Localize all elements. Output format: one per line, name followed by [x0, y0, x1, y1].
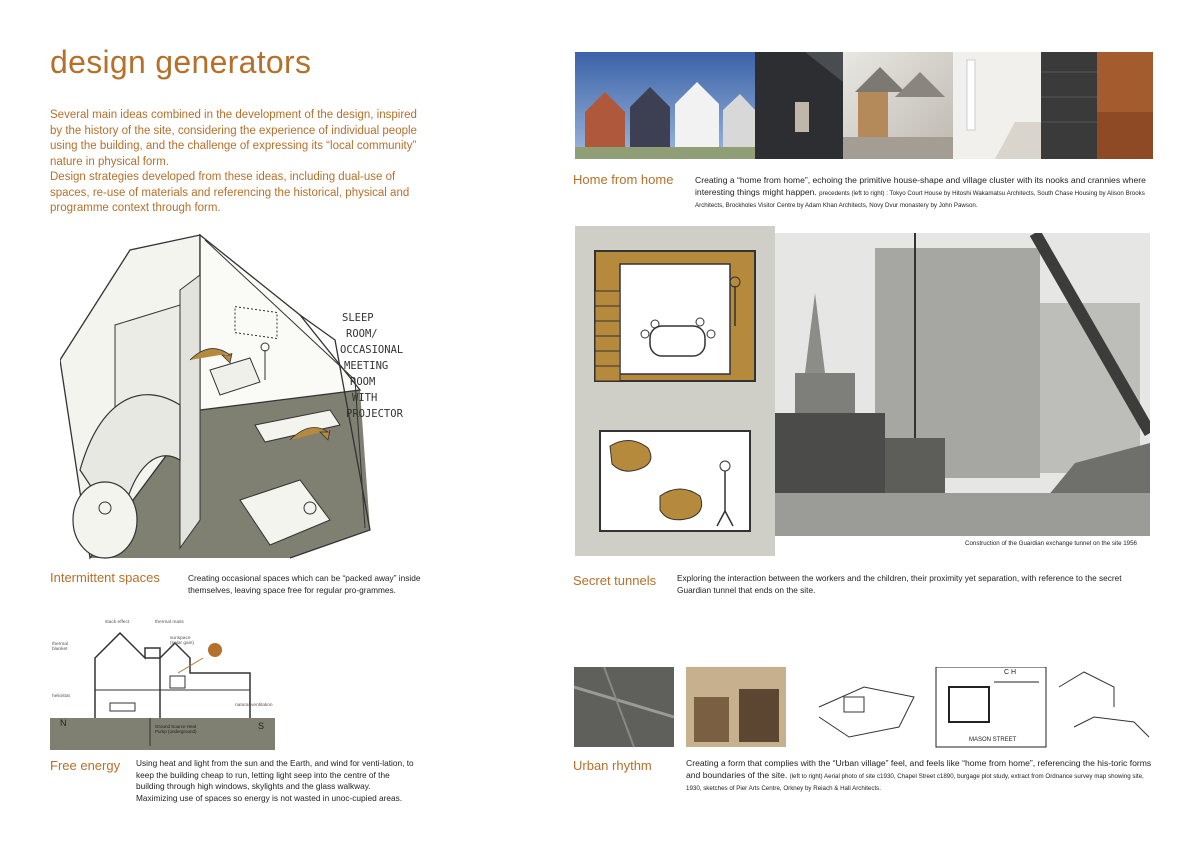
- free-energy-diagram: [50, 618, 275, 750]
- compass-north: N: [60, 718, 67, 728]
- tunnels-heading: Secret tunnels: [573, 573, 657, 588]
- urban-text: [686, 758, 1156, 795]
- intermittent-spaces-text: Creating occasional spaces which can be “packed away” inside themselves, leaving space free for regular pro-grammes.: [188, 573, 421, 595]
- sketch-note-line: SLEEP: [342, 312, 374, 324]
- urban-heading: Urban rhythm: [573, 758, 652, 773]
- energy-label-stack: stack effect: [105, 620, 130, 625]
- home-text-main: Creating a “home from home”, echoing the primitive house-shape and village cluster with its nooks and crannies where interesting things might happen.: [695, 175, 1146, 197]
- sketch-note-line: OCCASIONAL: [340, 344, 404, 356]
- sketch-note-line: MEETING: [344, 360, 389, 372]
- energy-label-sunspace: sunspace (solar gain): [170, 636, 194, 646]
- intermittent-spaces-heading: Intermittent spaces: [50, 570, 160, 585]
- urban-credits: (left to right) Aerial photo of site c1930, Chapel Street c1890, burgage plot study, extract from Ordnance survey map showing site, 1930, sketches of Pier Arts Centre, Orkney by Reiach & Hall Architects.: [686, 772, 1144, 792]
- intro-paragraph-2: Design strategies developed from these ideas, including dual-use of spaces, re-use of materials and referencing the historical, physical and programme context through form.: [50, 171, 410, 214]
- tunnel-photo-caption: Construction of the Guardian exchange tunnel on the site 1956: [965, 540, 1137, 547]
- sketch-note-line: ROOM/: [346, 328, 378, 340]
- energy-label-blanket: thermal blanket: [52, 642, 68, 652]
- tunnels-text: Exploring the interaction between the workers and the children, their proximity yet separation, with reference to the secret Guardian tunnel that ends on the site.: [677, 573, 1122, 595]
- sketch-note-line: WITH: [352, 392, 378, 404]
- map-label-top: C H: [1004, 669, 1017, 676]
- urban-precedent-images: [574, 667, 1154, 749]
- home-credits: precedents (left to right) : Tokyo Court House by Hitoshi Wakamatsu Architects, South Chase Housing by Alison Brooks Architects, Brockholes Visitor Centre by Adam Khan Architects, Novy Dvur monastery by John Pawson.: [695, 189, 1145, 209]
- map-label-street: MASON STREET: [969, 737, 1017, 743]
- compass-south: S: [258, 721, 265, 731]
- tunnel-construction-photo: [775, 233, 1150, 536]
- home-precedent-photos: [575, 52, 1153, 159]
- sketch-note-line: PROJECTOR: [346, 408, 403, 420]
- energy-label-thermal-mass: thermal mass: [155, 620, 184, 625]
- tunnel-sketch-panel: [575, 226, 775, 556]
- free-energy-text: Using heat and light from the sun and the Earth, and wind for venti-lation, to keep the building cheap to run, letting light seep into the centre of the building through high windows, skylights and the glass walkway. Maximizing use of spaces so energy is not wasted in unoc-cupied areas.: [136, 758, 414, 803]
- sketch-note: [340, 310, 430, 422]
- home-text: [695, 175, 1155, 212]
- page-title: design generators: [50, 44, 312, 80]
- urban-text-main: Creating a form that complies with the “Urban village” feel, and feels like “home from home”, referencing the his-toric forms and boundaries of the site.: [686, 758, 1152, 780]
- energy-label-ground-source: Ground Source Heat Pump (underground): [155, 724, 197, 734]
- intro-paragraph-1: Several main ideas combined in the development of the design, inspired by the history of the site, considering the experience of individual people using the building, and the challenge of expressing its “local community” nature in physical form.: [50, 109, 417, 168]
- intro-text: [50, 108, 430, 217]
- home-heading: Home from home: [573, 172, 674, 187]
- energy-label-heliostat: heliostat: [52, 694, 70, 699]
- sketch-note-line: ROOM: [350, 376, 376, 388]
- free-energy-heading: Free energy: [50, 758, 121, 773]
- energy-label-ventilation: natural ventilation: [235, 703, 273, 708]
